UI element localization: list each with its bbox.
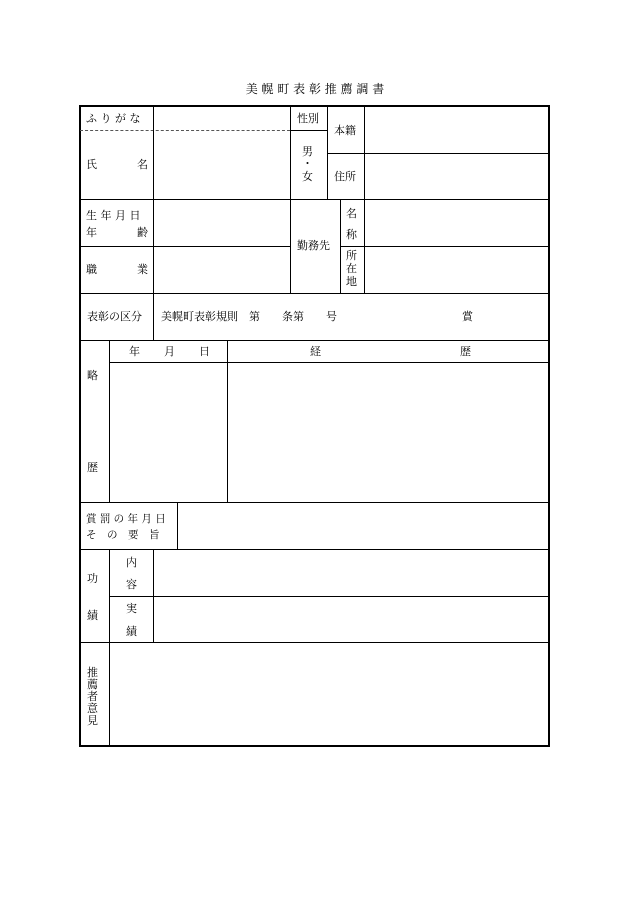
name-label-shi: 氏	[86, 158, 97, 171]
history-col-month: 月	[164, 345, 175, 358]
gender-col-left	[290, 107, 291, 293]
history-date-col	[227, 340, 228, 502]
label-col-divider-top	[153, 107, 154, 293]
document-title: 美 幌 町 表 彰 推 薦 調 書	[245, 82, 385, 96]
honseki-label: 本籍	[334, 124, 356, 137]
workplace-name-label-2: 称	[346, 228, 357, 241]
gender-dot: ・	[302, 157, 313, 170]
row-divider-6	[80, 549, 550, 550]
history-col-kei: 経	[310, 345, 321, 358]
form-table	[79, 105, 550, 747]
workplace-label-left	[340, 199, 341, 293]
row-divider-2	[80, 246, 290, 247]
merit-content-1: 内	[126, 556, 137, 569]
history-col-year: 年	[129, 345, 140, 358]
row-divider-3	[80, 293, 550, 294]
award-rule-text: 美幌町表彰規則 第 条第 号	[161, 310, 337, 323]
address-label: 住所	[334, 170, 356, 183]
merit-sublabel-col	[153, 549, 154, 642]
merit-achieve-1: 実	[126, 602, 137, 615]
history-label-reki: 歴	[87, 461, 98, 474]
reward-summary-label: そ の 要 旨	[86, 529, 160, 541]
award-suffix: 賞	[462, 310, 473, 323]
opinion-label-1: 推	[87, 666, 98, 679]
gender-female: 女	[302, 170, 313, 183]
reward-date-label: 賞 罰 の 年 月 日	[86, 513, 166, 525]
history-col-day: 日	[199, 345, 210, 358]
history-col-reki: 歴	[460, 345, 471, 358]
merit-label-kou: 功	[87, 572, 98, 585]
history-header-divider	[109, 362, 550, 363]
name-label-mei: 名	[137, 158, 148, 171]
row-divider-1	[80, 199, 550, 200]
opinion-label-5: 見	[87, 714, 98, 727]
workplace-label: 勤務先	[297, 239, 330, 252]
merit-label-col	[109, 549, 110, 642]
row-divider-5	[80, 502, 550, 503]
merit-divider	[109, 596, 550, 597]
gender-male: 男	[302, 145, 313, 158]
workplace-location-2: 在	[346, 262, 357, 275]
award-kubun-divider	[153, 293, 154, 340]
merit-content-2: 容	[126, 578, 137, 591]
workplace-location-1: 所	[346, 249, 357, 262]
merit-label-seki: 績	[87, 609, 98, 622]
furigana-divider-right	[290, 130, 327, 131]
furigana-divider	[80, 130, 290, 131]
history-label-col	[109, 340, 110, 502]
address-label-right	[364, 107, 365, 199]
age-label-rei: 齢	[137, 226, 148, 239]
age-label-nen: 年	[86, 226, 97, 239]
gender-label: 性別	[297, 112, 319, 125]
award-category-label: 表彰の区分	[87, 310, 142, 323]
workplace-divider	[340, 246, 550, 247]
workplace-location-3: 地	[346, 275, 357, 288]
honseki-divider	[327, 153, 549, 154]
opinion-label-col	[109, 642, 110, 746]
merit-achieve-2: 績	[126, 625, 137, 638]
history-label-ryaku: 略	[87, 369, 98, 382]
occupation-label-shoku: 職	[86, 263, 97, 276]
opinion-label-4: 意	[87, 702, 98, 715]
shobatsu-divider	[177, 502, 178, 549]
opinion-label-2: 薦	[87, 678, 98, 691]
row-divider-4	[80, 340, 550, 341]
birthdate-label: 生 年 月 日	[86, 209, 141, 222]
opinion-label-3: 者	[87, 690, 98, 703]
row-divider-7	[80, 642, 550, 643]
occupation-label-gyo: 業	[137, 263, 148, 276]
gender-col-right	[327, 107, 328, 199]
workplace-name-label-1: 名	[346, 207, 357, 220]
workplace-label-right	[364, 199, 365, 293]
furigana-label: ふ り が な	[86, 112, 141, 125]
